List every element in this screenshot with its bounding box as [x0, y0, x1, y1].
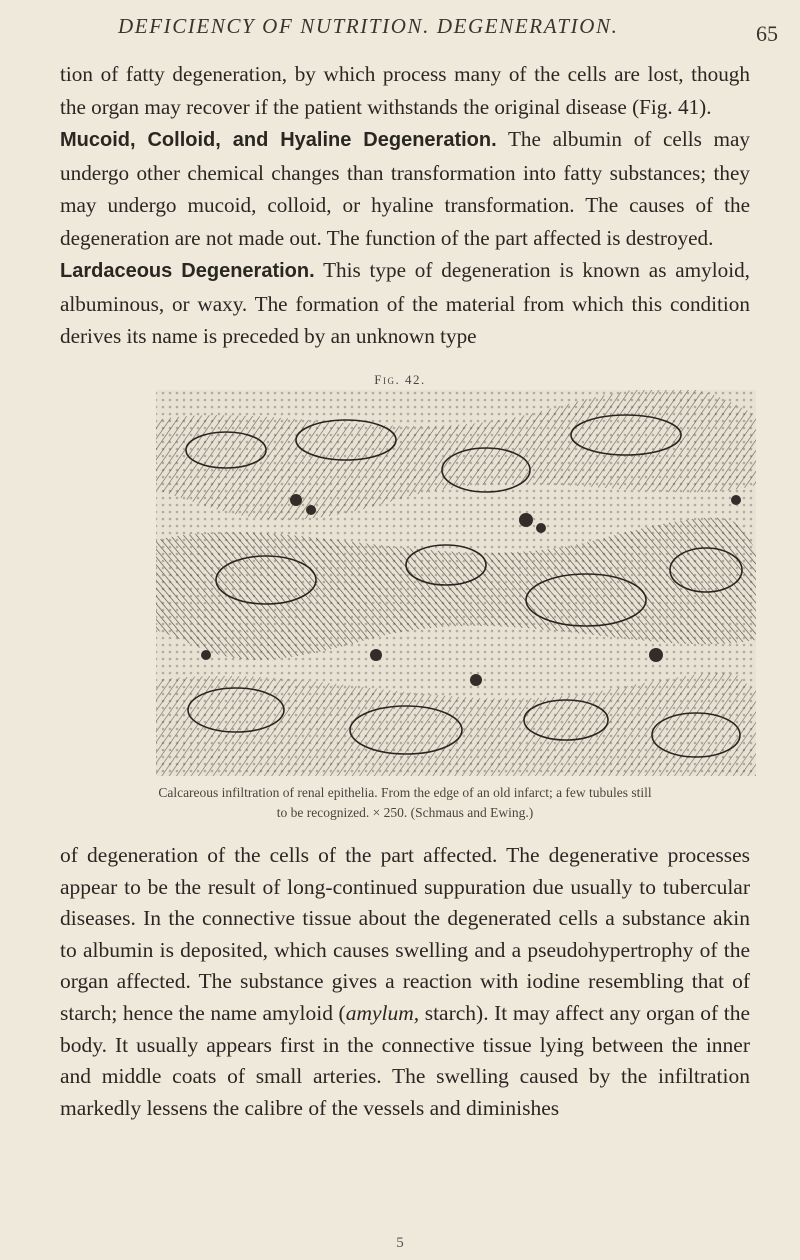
paragraph-fatty-continued: tion of fatty degeneration, by which process many of the cells are lost, though the organ may recover if the patient withstands the original disease (Fig. 41). [60, 62, 750, 119]
caption-line-2: to be recognized. × 250. (Schmaus and Ewing.) [276, 805, 534, 820]
heading-lardaceous: Lardaceous Degeneration. [60, 260, 315, 282]
text-before-italic: of degeneration of the cells of the part affected. The degenerative processes appear to be the result of long-continued suppuration due usually to tubercular diseases. In the connective tissue about the degenerated cells a substance akin to albumin is deposited, which causes swelling and a pseudohypertrophy of the organ affected. The substance gives a reaction with iodine resembling that of starch; hence the name amyloid ( [60, 843, 750, 1025]
figure-caption [40, 783, 770, 823]
italic-amylum: amylum, [345, 1000, 420, 1025]
page-header [0, 14, 800, 48]
top-paragraphs [60, 58, 750, 353]
signature-mark: 5 [396, 1235, 404, 1251]
figure-illustration [146, 390, 766, 776]
text-after-italic: starch). It may affect any organ of the body. It usually appears first in the connective tissue lying between the inner and middle coats of small arteries. The swelling caused by the infiltration markedly lessens the calibre of the vessels and diminishes [60, 1000, 750, 1120]
paragraph-mucoid: The albumin of cells may undergo other chemical changes than transformation into fatty substances; they may undergo mucoid, colloid, or hyaline transformation. The causes of the degeneration are not made out. The function of the part affected is destroyed. [60, 127, 750, 250]
figure-label: Fig. 42. [374, 372, 426, 387]
page-number: 65 [756, 21, 778, 46]
paragraph-lardaceous: This type of degeneration is known as amyloid, albuminous, or waxy. The formation of the material from which this condition derives its name is preceded by an unknown type [60, 258, 750, 348]
caption-line-1: Calcareous infiltration of renal epithelia. From the edge of an old infarct; a few tubules still [158, 785, 652, 800]
paragraph-lardaceous-continued [60, 840, 750, 1124]
running-head: DEFICIENCY OF NUTRITION. DEGENERATION. [118, 14, 619, 38]
heading-mucoid: Mucoid, Colloid, and Hyaline Degeneration. [60, 129, 497, 151]
